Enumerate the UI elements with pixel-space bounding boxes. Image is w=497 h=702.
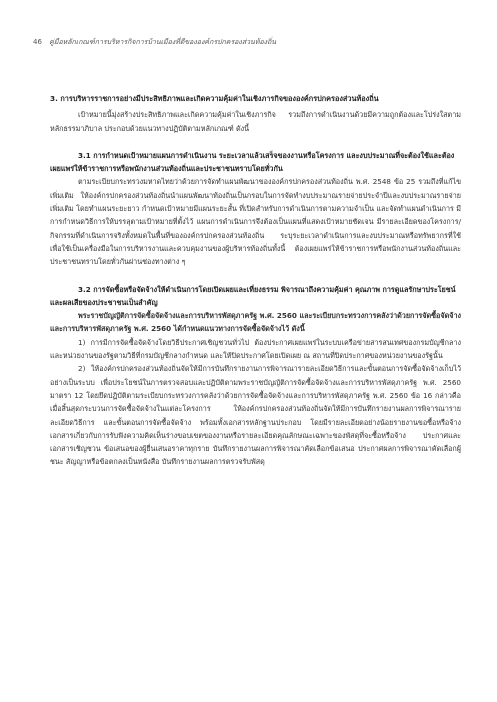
page-number: 46 xyxy=(33,38,42,46)
section-3-heading: 3. การบริหารราชการอย่างมีประสิทธิภาพและเกิดความคุ้มค่าในเชิงภารกิจขององค์กรปกครองส่วนท้องถิ่น xyxy=(50,94,379,103)
subsection-3-1-heading: 3.1 การกำหนดเป้าหมายแผนการดำเนินงาน ระยะเวลาแล้วเสร็จของงานหรือโครงการ และงบประมาณที่จะต้องใช้และต้องเผยแพร่ให้ข้าราชการหรือพนักงานส่วนท้องถิ่นและประชาชนทราบโดยทั่วกัน xyxy=(50,150,455,174)
subsection-3-1-body: ตามระเบียบกระทรวงมหาดไทยว่าด้วยการจัดทำแผนพัฒนาขององค์กรปกครองส่วนท้องถิ่น พ.ศ. 2548 ข้อ 25 รวมถึงที่แก้ไขเพิ่มเติม ให้องค์กรปกครองส่วนท้องถิ่นนำแผนพัฒนาท้องถิ่นเป็นกรอบในการจัดทำงบประมาณรายจ่ายประจำปีและงบประมาณรายจ่ายเพิ่มเติม โดยทำแผนระยะยาว กำหนดเป้าหมายมีแผนระยะสั้น ที่เปิดสำหรับการดำเนินการตามความจำเป็น และจัดทำแผนดำเนินการ มีการกำหนดวิธีการให้บรรลุตามเป้าหมายที่ตั้งไว้ แผนการดำเนินการจึงต้องเป็นแผนที่แสดงเป้าหมายชัดเจน มีรายละเอียดของโครงการ/กิจกรรมที่ดำเนินการจริงทั้งหมดในพื้นที่ขององค์กรปกครองส่วนท้องถิ่น ระบุระยะเวลาดำเนินการและงบประมาณหรือทรัพยากรที่ใช้ เพื่อใช้เป็นเครื่องมือในการบริหารงานและควบคุมงานของผู้บริหารท้องถิ่นทั้งนี้ ต้องเผยแพร่ให้ข้าราชการหรือพนักงานส่วนท้องถิ่นและประชาชนทราบโดยทั่วกันผ่านช่องทางต่าง ๆ xyxy=(50,177,461,267)
header-title: คู่มือหลักเกณฑ์การบริหารกิจการบ้านเมืองที่ดีขององค์กรปกครองส่วนท้องถิ่น xyxy=(49,38,277,46)
running-header xyxy=(33,36,276,49)
subsection-3-2-law: พระราชบัญญัติการจัดซื้อจัดจ้างและการบริหารพัสดุภาครัฐ พ.ศ. 2560 และระเบียบกระทรวงการคลังว่าด้วยการจัดซื้อจัดจ้างและการบริหารพัสดุภาครัฐ พ.ศ. 2560 ได้กำหนดแนวทางการจัดซื้อจัดจ้างไว้ ดังนี้ xyxy=(50,311,461,334)
subsection-3-2-item-1: 1) การมีการจัดซื้อจัดจ้างโดยวิธีประกาศเชิญชวนทั่วไป ต้องประกาศเผยแพร่ในระบบเครือข่ายสารสนเทศของกรมบัญชีกลางและหน่วยงานของรัฐตามวิธีที่กรมบัญชีกลางกำหนด และให้ปิดประกาศโดยเปิดเผย ณ สถานที่ปิดประกาศของหน่วยงานของรัฐนั้น xyxy=(50,337,461,361)
section-3-intro: เป้าหมายนี้มุ่งสร้างประสิทธิภาพและเกิดความคุ้มค่าในเชิงภารกิจ รวมถึงการดำเนินงานด้วยมีความถูกต้องและโปร่งใสตามหลักธรรมาภิบาล ประกอบด้วยแนวทางปฏิบัติตามหลักเกณฑ์ ดังนี้ xyxy=(50,110,461,133)
subsection-3-2-item-2: 2) ให้องค์กรปกครองส่วนท้องถิ่นจัดให้มีการบันทึกรายงานการพิจารณารายละเอียดวิธีการและขั้นตอนการจัดซื้อจัดจ้างเก็บไว้อย่างเป็นระบบ เพื่อประโยชน์ในการตรวจสอบและปฏิบัติตามพระราชบัญญัติการจัดซื้อจัดจ้างและการบริหารพัสดุภาครัฐ พ.ศ. 2560 มาตรา 12 โดยยึดปฏิบัติตามระเบียบกระทรวงการคลังว่าด้วยการจัดซื้อจัดจ้างและการบริหารพัสดุภาครัฐ พ.ศ. 2560 ข้อ 16 กล่าวคือ เมื่อสิ้นสุดกระบวนการจัดซื้อจัดจ้างในแต่ละโครงการ ให้องค์กรปกครองส่วนท้องถิ่นจัดให้มีการบันทึกรายงานผลการพิจารณารายละเอียดวิธีการ และขั้นตอนการจัดซื้อจัดจ้าง พร้อมทั้งเอกสารหลักฐานประกอบ โดยมีรายละเอียดอย่างน้อยรายงานขอซื้อหรือจ้าง เอกสารเกี่ยวกับการรับฟังความคิดเห็นร่างขอบเขตของงานหรือรายละเอียดคุณลักษณะเฉพาะของพัสดุที่จะซื้อหรือจ้าง ประกาศและเอกสารเชิญชวน ข้อเสนอของผู้ยื่นเสนอราคาทุกราย บันทึกรายงานผลการพิจารณาคัดเลือกข้อเสนอ ประกาศผลการพิจารณาคัดเลือกผู้ชนะ สัญญาหรือข้อตกลงเป็นหนังสือ บันทึกรายงานผลการตรวจรับพัสดุ xyxy=(50,364,461,467)
subsection-3-2-heading: 3.2 การจัดซื้อหรือจัดจ้างให้ดำเนินการโดยเปิดเผยและเที่ยงธรรม พิจารณาถึงความคุ้มค่า คุณภาพ การดูแลรักษาประโยชน์ และผลเสียของประชาชนเป็นสำคัญ xyxy=(50,284,456,307)
